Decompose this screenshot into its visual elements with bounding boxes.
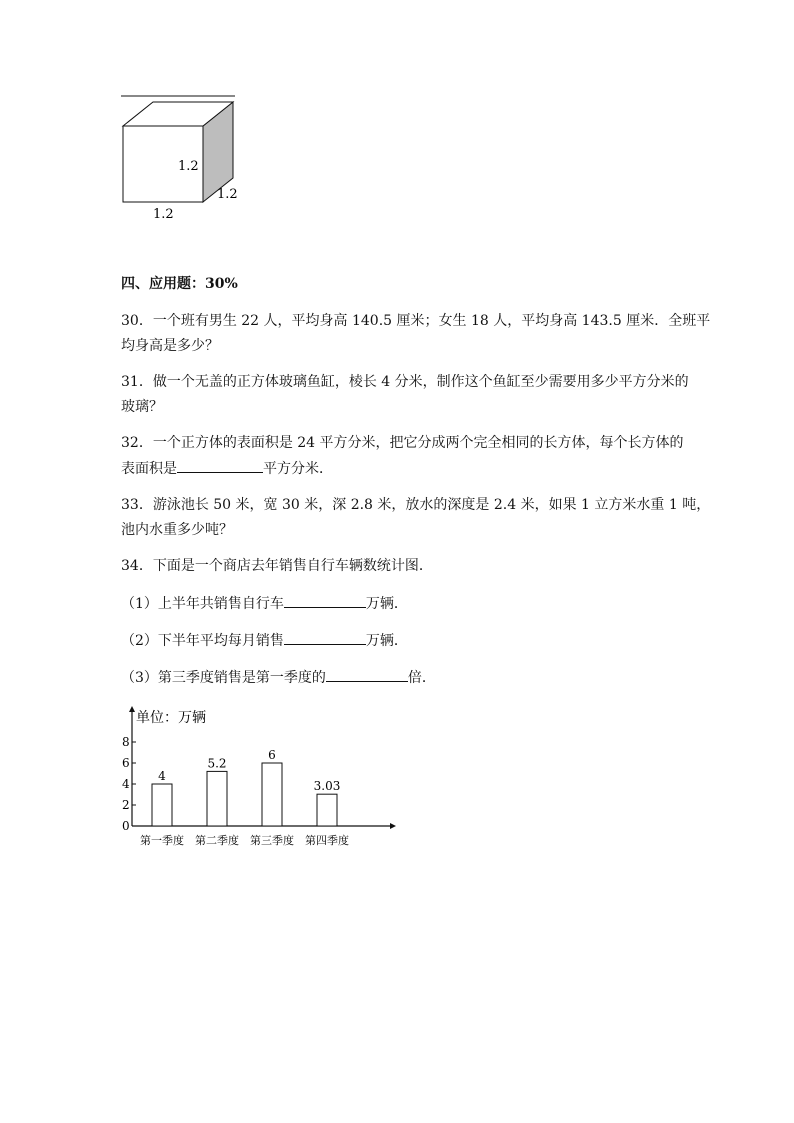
cube-figure xyxy=(115,90,245,225)
q32-line2 xyxy=(121,458,333,479)
q34-sub2-prefix: （2）下半年平均每月销售 xyxy=(121,633,284,649)
q34-sub2-suffix: 万辆． xyxy=(365,633,408,649)
y-axis-arrow xyxy=(129,706,135,712)
y-tick-label: 6 xyxy=(122,756,130,770)
q32-prefix: 表面积是 xyxy=(121,461,177,477)
chart-unit-label: 单位：万辆 xyxy=(136,710,206,726)
cube-depth-label: 1.2 xyxy=(217,187,238,202)
section-title: 四、应用题：30% xyxy=(121,276,238,292)
q31-line2: 玻璃？ xyxy=(121,399,163,415)
bar xyxy=(152,784,172,826)
bar-chart xyxy=(112,700,402,850)
x-category-label: 第三季度 xyxy=(250,834,294,847)
q34-sub2 xyxy=(121,630,408,651)
q34-sub3-prefix: （3）第三季度销售是第一季度的 xyxy=(121,670,326,686)
bar-value-label: 6 xyxy=(268,748,276,762)
x-category-label: 第四季度 xyxy=(305,834,349,847)
q34-sub1-suffix: 万辆． xyxy=(365,596,408,612)
q34-sub1 xyxy=(121,593,408,614)
bar xyxy=(207,771,227,826)
q33-line2: 池内水重多少吨？ xyxy=(121,522,233,538)
bar-value-label: 4 xyxy=(158,769,166,783)
bar-value-label: 5.2 xyxy=(207,756,227,771)
q34-sub3-blank[interactable] xyxy=(326,667,408,682)
y-tick-label: 8 xyxy=(122,735,130,749)
x-axis-arrow xyxy=(390,823,396,829)
q32-suffix: 平方分米． xyxy=(263,461,333,477)
q34-intro: 34．下面是一个商店去年销售自行车辆数统计图． xyxy=(121,558,433,574)
q30-line1: 30．一个班有男生 22 人，平均身高 140.5 厘米；女生 18 人，平均身高 143.5 厘米．全班平 xyxy=(121,313,711,329)
q32-answer-blank[interactable] xyxy=(177,458,263,473)
q34-sub1-blank[interactable] xyxy=(284,593,366,608)
y-tick-label: 4 xyxy=(122,777,130,791)
q34-sub2-blank[interactable] xyxy=(284,630,366,645)
q31-line1: 31．做一个无盖的正方体玻璃鱼缸，棱长 4 分米，制作这个鱼缸至少需要用多少平方分米的 xyxy=(121,374,689,390)
cube-width-label: 1.2 xyxy=(153,207,174,222)
q33-line1: 33．游泳池长 50 米，宽 30 米，深 2.8 米，放水的深度是 2.4 米，如果 1 立方米水重 1 吨， xyxy=(121,497,711,513)
q34-sub3-suffix: 倍． xyxy=(407,670,436,686)
cube-height-label: 1.2 xyxy=(178,159,199,174)
y-tick-label: 0 xyxy=(122,819,130,833)
y-tick-label: 2 xyxy=(122,798,130,812)
bar xyxy=(317,794,337,826)
x-category-label: 第一季度 xyxy=(140,834,184,847)
q34-sub3 xyxy=(121,667,436,688)
bar-value-label: 3.03 xyxy=(313,779,341,794)
q32-line1: 32．一个正方体的表面积是 24 平方分米，把它分成两个完全相同的长方体，每个长方体的 xyxy=(121,435,684,451)
q30-line2: 均身高是多少？ xyxy=(121,338,219,354)
x-category-label: 第二季度 xyxy=(195,834,239,847)
q34-sub1-prefix: （1）上半年共销售自行车 xyxy=(121,596,284,612)
bar xyxy=(262,763,282,826)
